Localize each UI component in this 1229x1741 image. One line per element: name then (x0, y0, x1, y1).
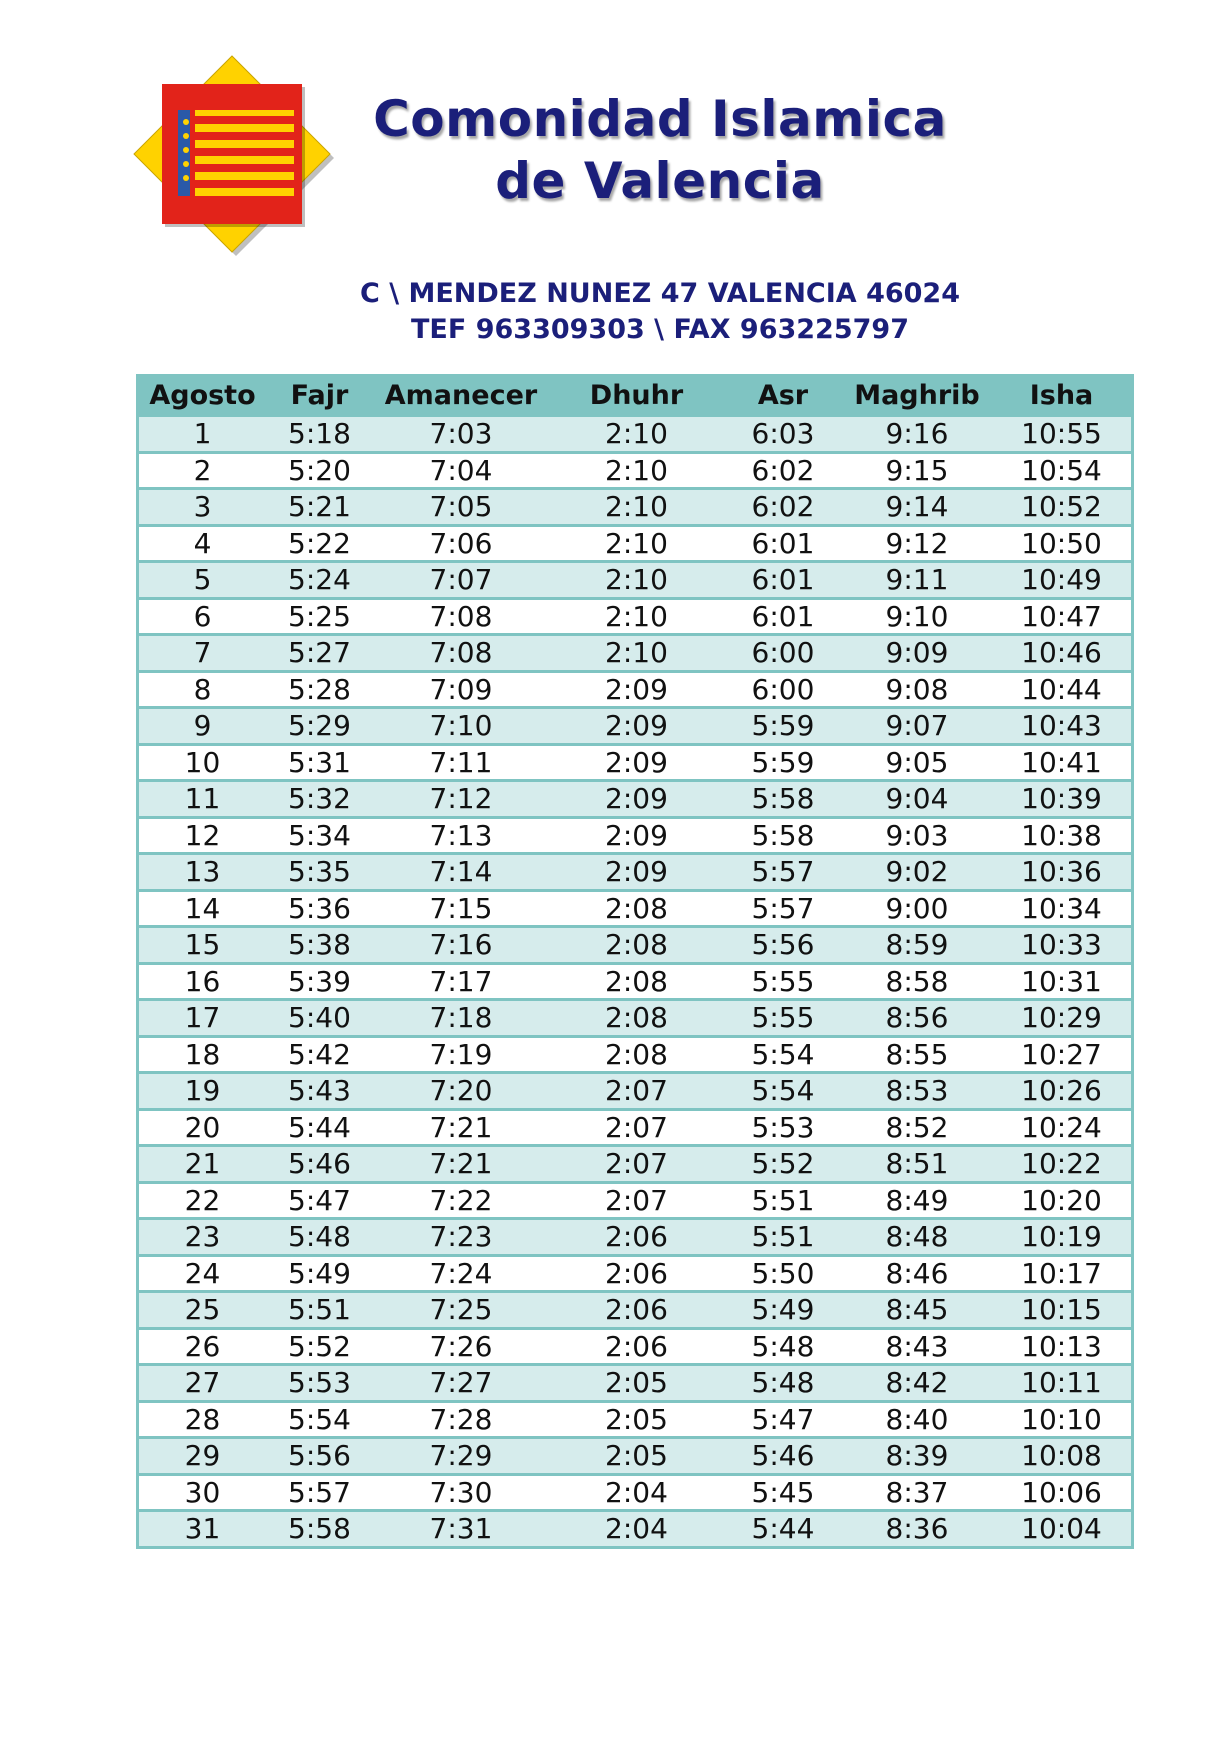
table-row (139, 598, 1131, 635)
dhuhr-cell: 2:09 (549, 744, 724, 781)
day-cell: 12 (139, 817, 266, 854)
table-row (139, 1109, 1131, 1146)
table-row (139, 1401, 1131, 1438)
amanecer-cell: 7:31 (373, 1511, 549, 1546)
day-cell: 22 (139, 1182, 266, 1219)
asr-cell: 5:59 (724, 708, 842, 745)
fajr-cell: 5:21 (266, 489, 373, 526)
maghrib-cell: 9:00 (842, 890, 992, 927)
dhuhr-cell: 2:07 (549, 1109, 724, 1146)
isha-cell: 10:34 (992, 890, 1131, 927)
maghrib-cell: 8:36 (842, 1511, 992, 1546)
dhuhr-cell: 2:08 (549, 1000, 724, 1037)
day-cell: 30 (139, 1474, 266, 1511)
asr-cell: 6:03 (724, 416, 842, 453)
table-header-row (139, 377, 1131, 416)
fajr-cell: 5:46 (266, 1146, 373, 1183)
asr-cell: 5:51 (724, 1182, 842, 1219)
amanecer-cell: 7:24 (373, 1255, 549, 1292)
dhuhr-cell: 2:10 (549, 635, 724, 672)
fajr-cell: 5:36 (266, 890, 373, 927)
amanecer-cell: 7:21 (373, 1109, 549, 1146)
isha-cell: 10:04 (992, 1511, 1131, 1546)
asr-cell: 6:01 (724, 525, 842, 562)
dhuhr-cell: 2:07 (549, 1146, 724, 1183)
column-header-amanecer: Amanecer (373, 377, 549, 416)
table-row (139, 1036, 1131, 1073)
column-header-dhuhr: Dhuhr (549, 377, 724, 416)
fajr-cell: 5:25 (266, 598, 373, 635)
day-cell: 23 (139, 1219, 266, 1256)
amanecer-cell: 7:13 (373, 817, 549, 854)
fajr-cell: 5:22 (266, 525, 373, 562)
maghrib-cell: 8:52 (842, 1109, 992, 1146)
dhuhr-cell: 2:09 (549, 708, 724, 745)
amanecer-cell: 7:22 (373, 1182, 549, 1219)
maghrib-cell: 9:05 (842, 744, 992, 781)
maghrib-cell: 8:39 (842, 1438, 992, 1475)
isha-cell: 10:17 (992, 1255, 1131, 1292)
isha-cell: 10:50 (992, 525, 1131, 562)
isha-cell: 10:10 (992, 1401, 1131, 1438)
dhuhr-cell: 2:08 (549, 927, 724, 964)
fajr-cell: 5:47 (266, 1182, 373, 1219)
column-header-isha: Isha (992, 377, 1131, 416)
day-cell: 11 (139, 781, 266, 818)
asr-cell: 5:48 (724, 1328, 842, 1365)
isha-cell: 10:22 (992, 1146, 1131, 1183)
fajr-cell: 5:42 (266, 1036, 373, 1073)
isha-cell: 10:55 (992, 416, 1131, 453)
maghrib-cell: 8:45 (842, 1292, 992, 1329)
dhuhr-cell: 2:08 (549, 890, 724, 927)
dhuhr-cell: 2:08 (549, 963, 724, 1000)
fajr-cell: 5:34 (266, 817, 373, 854)
day-cell: 14 (139, 890, 266, 927)
table-body (139, 416, 1131, 1546)
isha-cell: 10:41 (992, 744, 1131, 781)
day-cell: 17 (139, 1000, 266, 1037)
day-cell: 20 (139, 1109, 266, 1146)
table-row (139, 963, 1131, 1000)
dhuhr-cell: 2:04 (549, 1511, 724, 1546)
isha-cell: 10:44 (992, 671, 1131, 708)
asr-cell: 5:53 (724, 1109, 842, 1146)
asr-cell: 5:57 (724, 854, 842, 891)
asr-cell: 5:50 (724, 1255, 842, 1292)
maghrib-cell: 9:11 (842, 562, 992, 599)
maghrib-cell: 9:16 (842, 416, 992, 453)
fajr-cell: 5:29 (266, 708, 373, 745)
asr-cell: 6:01 (724, 598, 842, 635)
dhuhr-cell: 2:06 (549, 1255, 724, 1292)
table-row (139, 1438, 1131, 1475)
day-cell: 29 (139, 1438, 266, 1475)
table-row (139, 1182, 1131, 1219)
table-row (139, 1255, 1131, 1292)
asr-cell: 5:58 (724, 817, 842, 854)
isha-cell: 10:08 (992, 1438, 1131, 1475)
day-cell: 28 (139, 1401, 266, 1438)
day-cell: 10 (139, 744, 266, 781)
prayer-times-table (136, 374, 1134, 1549)
table-row (139, 452, 1131, 489)
maghrib-cell: 9:10 (842, 598, 992, 635)
table-row (139, 854, 1131, 891)
amanecer-cell: 7:30 (373, 1474, 549, 1511)
phone-fax-text: TEF 963309303 \ FAX 963225797 (411, 314, 909, 345)
maghrib-cell: 9:04 (842, 781, 992, 818)
amanecer-cell: 7:27 (373, 1365, 549, 1402)
day-cell: 2 (139, 452, 266, 489)
fajr-cell: 5:53 (266, 1365, 373, 1402)
dhuhr-cell: 2:04 (549, 1474, 724, 1511)
dhuhr-cell: 2:09 (549, 817, 724, 854)
day-cell: 19 (139, 1073, 266, 1110)
day-cell: 7 (139, 635, 266, 672)
table-row (139, 671, 1131, 708)
fajr-cell: 5:32 (266, 781, 373, 818)
table-row (139, 708, 1131, 745)
amanecer-cell: 7:09 (373, 671, 549, 708)
table-row (139, 744, 1131, 781)
isha-cell: 10:15 (992, 1292, 1131, 1329)
isha-cell: 10:11 (992, 1365, 1131, 1402)
table-row (139, 1073, 1131, 1110)
amanecer-cell: 7:26 (373, 1328, 549, 1365)
maghrib-cell: 8:49 (842, 1182, 992, 1219)
asr-cell: 6:02 (724, 452, 842, 489)
day-cell: 27 (139, 1365, 266, 1402)
day-cell: 24 (139, 1255, 266, 1292)
isha-cell: 10:39 (992, 781, 1131, 818)
day-cell: 21 (139, 1146, 266, 1183)
dhuhr-cell: 2:06 (549, 1328, 724, 1365)
dhuhr-cell: 2:10 (549, 562, 724, 599)
isha-cell: 10:31 (992, 963, 1131, 1000)
day-cell: 5 (139, 562, 266, 599)
isha-cell: 10:13 (992, 1328, 1131, 1365)
fajr-cell: 5:28 (266, 671, 373, 708)
amanecer-cell: 7:23 (373, 1219, 549, 1256)
page-title (330, 88, 990, 212)
table-row (139, 1219, 1131, 1256)
dhuhr-cell: 2:05 (549, 1401, 724, 1438)
fajr-cell: 5:49 (266, 1255, 373, 1292)
amanecer-cell: 7:25 (373, 1292, 549, 1329)
isha-cell: 10:52 (992, 489, 1131, 526)
day-cell: 13 (139, 854, 266, 891)
day-cell: 31 (139, 1511, 266, 1546)
maghrib-cell: 8:43 (842, 1328, 992, 1365)
maghrib-cell: 9:14 (842, 489, 992, 526)
isha-cell: 10:33 (992, 927, 1131, 964)
asr-cell: 5:45 (724, 1474, 842, 1511)
fajr-cell: 5:54 (266, 1401, 373, 1438)
column-header-asr: Asr (724, 377, 842, 416)
maghrib-cell: 9:03 (842, 817, 992, 854)
dhuhr-cell: 2:06 (549, 1219, 724, 1256)
amanecer-cell: 7:06 (373, 525, 549, 562)
day-cell: 26 (139, 1328, 266, 1365)
maghrib-cell: 9:08 (842, 671, 992, 708)
valencia-flag-emblem-icon (130, 52, 335, 257)
maghrib-cell: 9:09 (842, 635, 992, 672)
fajr-cell: 5:27 (266, 635, 373, 672)
fajr-cell: 5:31 (266, 744, 373, 781)
dhuhr-cell: 2:05 (549, 1438, 724, 1475)
amanecer-cell: 7:10 (373, 708, 549, 745)
title-line-1: Comonidad Islamica (373, 90, 947, 148)
table-row (139, 1474, 1131, 1511)
amanecer-cell: 7:17 (373, 963, 549, 1000)
amanecer-cell: 7:21 (373, 1146, 549, 1183)
day-cell: 1 (139, 416, 266, 453)
asr-cell: 5:47 (724, 1401, 842, 1438)
isha-cell: 10:20 (992, 1182, 1131, 1219)
day-cell: 16 (139, 963, 266, 1000)
asr-cell: 5:55 (724, 1000, 842, 1037)
asr-cell: 6:00 (724, 671, 842, 708)
maghrib-cell: 8:37 (842, 1474, 992, 1511)
maghrib-cell: 9:12 (842, 525, 992, 562)
isha-cell: 10:06 (992, 1474, 1131, 1511)
asr-cell: 5:54 (724, 1036, 842, 1073)
fajr-cell: 5:51 (266, 1292, 373, 1329)
day-cell: 15 (139, 927, 266, 964)
amanecer-cell: 7:11 (373, 744, 549, 781)
column-header-maghrib: Maghrib (842, 377, 992, 416)
isha-cell: 10:43 (992, 708, 1131, 745)
maghrib-cell: 8:59 (842, 927, 992, 964)
day-cell: 4 (139, 525, 266, 562)
asr-cell: 5:52 (724, 1146, 842, 1183)
amanecer-cell: 7:18 (373, 1000, 549, 1037)
maghrib-cell: 9:15 (842, 452, 992, 489)
dhuhr-cell: 2:09 (549, 671, 724, 708)
table-row (139, 562, 1131, 599)
fajr-cell: 5:20 (266, 452, 373, 489)
amanecer-cell: 7:03 (373, 416, 549, 453)
maghrib-cell: 8:51 (842, 1146, 992, 1183)
day-cell: 6 (139, 598, 266, 635)
day-cell: 3 (139, 489, 266, 526)
fajr-cell: 5:39 (266, 963, 373, 1000)
table-row (139, 1328, 1131, 1365)
dhuhr-cell: 2:07 (549, 1182, 724, 1219)
column-header-day: Agosto (139, 377, 266, 416)
dhuhr-cell: 2:10 (549, 416, 724, 453)
dhuhr-cell: 2:05 (549, 1365, 724, 1402)
amanecer-cell: 7:15 (373, 890, 549, 927)
asr-cell: 5:54 (724, 1073, 842, 1110)
asr-cell: 5:44 (724, 1511, 842, 1546)
table-row (139, 890, 1131, 927)
title-line-2: de Valencia (495, 152, 825, 210)
day-cell: 8 (139, 671, 266, 708)
amanecer-cell: 7:08 (373, 598, 549, 635)
asr-cell: 5:51 (724, 1219, 842, 1256)
table-row (139, 635, 1131, 672)
table-row (139, 489, 1131, 526)
amanecer-cell: 7:08 (373, 635, 549, 672)
amanecer-cell: 7:28 (373, 1401, 549, 1438)
fajr-cell: 5:43 (266, 1073, 373, 1110)
asr-cell: 6:01 (724, 562, 842, 599)
table-row (139, 927, 1131, 964)
table-row (139, 1146, 1131, 1183)
asr-cell: 5:49 (724, 1292, 842, 1329)
isha-cell: 10:46 (992, 635, 1131, 672)
asr-cell: 5:48 (724, 1365, 842, 1402)
table-row (139, 1292, 1131, 1329)
amanecer-cell: 7:12 (373, 781, 549, 818)
dhuhr-cell: 2:08 (549, 1036, 724, 1073)
table-row (139, 817, 1131, 854)
fajr-cell: 5:18 (266, 416, 373, 453)
amanecer-cell: 7:20 (373, 1073, 549, 1110)
isha-cell: 10:27 (992, 1036, 1131, 1073)
isha-cell: 10:29 (992, 1000, 1131, 1037)
dhuhr-cell: 2:09 (549, 781, 724, 818)
isha-cell: 10:19 (992, 1219, 1131, 1256)
maghrib-cell: 8:48 (842, 1219, 992, 1256)
fajr-cell: 5:35 (266, 854, 373, 891)
amanecer-cell: 7:16 (373, 927, 549, 964)
day-cell: 18 (139, 1036, 266, 1073)
dhuhr-cell: 2:10 (549, 598, 724, 635)
fajr-cell: 5:48 (266, 1219, 373, 1256)
isha-cell: 10:26 (992, 1073, 1131, 1110)
amanecer-cell: 7:05 (373, 489, 549, 526)
asr-cell: 5:59 (724, 744, 842, 781)
amanecer-cell: 7:14 (373, 854, 549, 891)
asr-cell: 5:56 (724, 927, 842, 964)
isha-cell: 10:49 (992, 562, 1131, 599)
table-row (139, 1511, 1131, 1546)
maghrib-cell: 8:58 (842, 963, 992, 1000)
address-text: C \ MENDEZ NUNEZ 47 VALENCIA 46024 (359, 278, 961, 309)
fajr-cell: 5:38 (266, 927, 373, 964)
asr-cell: 5:58 (724, 781, 842, 818)
dhuhr-cell: 2:06 (549, 1292, 724, 1329)
maghrib-cell: 9:07 (842, 708, 992, 745)
asr-cell: 5:55 (724, 963, 842, 1000)
fajr-cell: 5:56 (266, 1438, 373, 1475)
maghrib-cell: 8:42 (842, 1365, 992, 1402)
fajr-cell: 5:57 (266, 1474, 373, 1511)
isha-cell: 10:36 (992, 854, 1131, 891)
fajr-cell: 5:58 (266, 1511, 373, 1546)
amanecer-cell: 7:07 (373, 562, 549, 599)
maghrib-cell: 8:40 (842, 1401, 992, 1438)
amanecer-cell: 7:29 (373, 1438, 549, 1475)
table-row (139, 416, 1131, 453)
day-cell: 25 (139, 1292, 266, 1329)
maghrib-cell: 8:53 (842, 1073, 992, 1110)
dhuhr-cell: 2:09 (549, 854, 724, 891)
isha-cell: 10:24 (992, 1109, 1131, 1146)
table-row (139, 1000, 1131, 1037)
dhuhr-cell: 2:10 (549, 489, 724, 526)
asr-cell: 6:00 (724, 635, 842, 672)
maghrib-cell: 8:46 (842, 1255, 992, 1292)
isha-cell: 10:38 (992, 817, 1131, 854)
amanecer-cell: 7:04 (373, 452, 549, 489)
isha-cell: 10:47 (992, 598, 1131, 635)
asr-cell: 5:46 (724, 1438, 842, 1475)
fajr-cell: 5:44 (266, 1109, 373, 1146)
maghrib-cell: 8:55 (842, 1036, 992, 1073)
table-row (139, 1365, 1131, 1402)
dhuhr-cell: 2:10 (549, 452, 724, 489)
column-header-fajr: Fajr (266, 377, 373, 416)
table-row (139, 525, 1131, 562)
day-cell: 9 (139, 708, 266, 745)
fajr-cell: 5:52 (266, 1328, 373, 1365)
fajr-cell: 5:40 (266, 1000, 373, 1037)
isha-cell: 10:54 (992, 452, 1131, 489)
maghrib-cell: 8:56 (842, 1000, 992, 1037)
asr-cell: 6:02 (724, 489, 842, 526)
dhuhr-cell: 2:10 (549, 525, 724, 562)
fajr-cell: 5:24 (266, 562, 373, 599)
contact-info (200, 276, 1120, 348)
table-row (139, 781, 1131, 818)
maghrib-cell: 9:02 (842, 854, 992, 891)
dhuhr-cell: 2:07 (549, 1073, 724, 1110)
amanecer-cell: 7:19 (373, 1036, 549, 1073)
asr-cell: 5:57 (724, 890, 842, 927)
